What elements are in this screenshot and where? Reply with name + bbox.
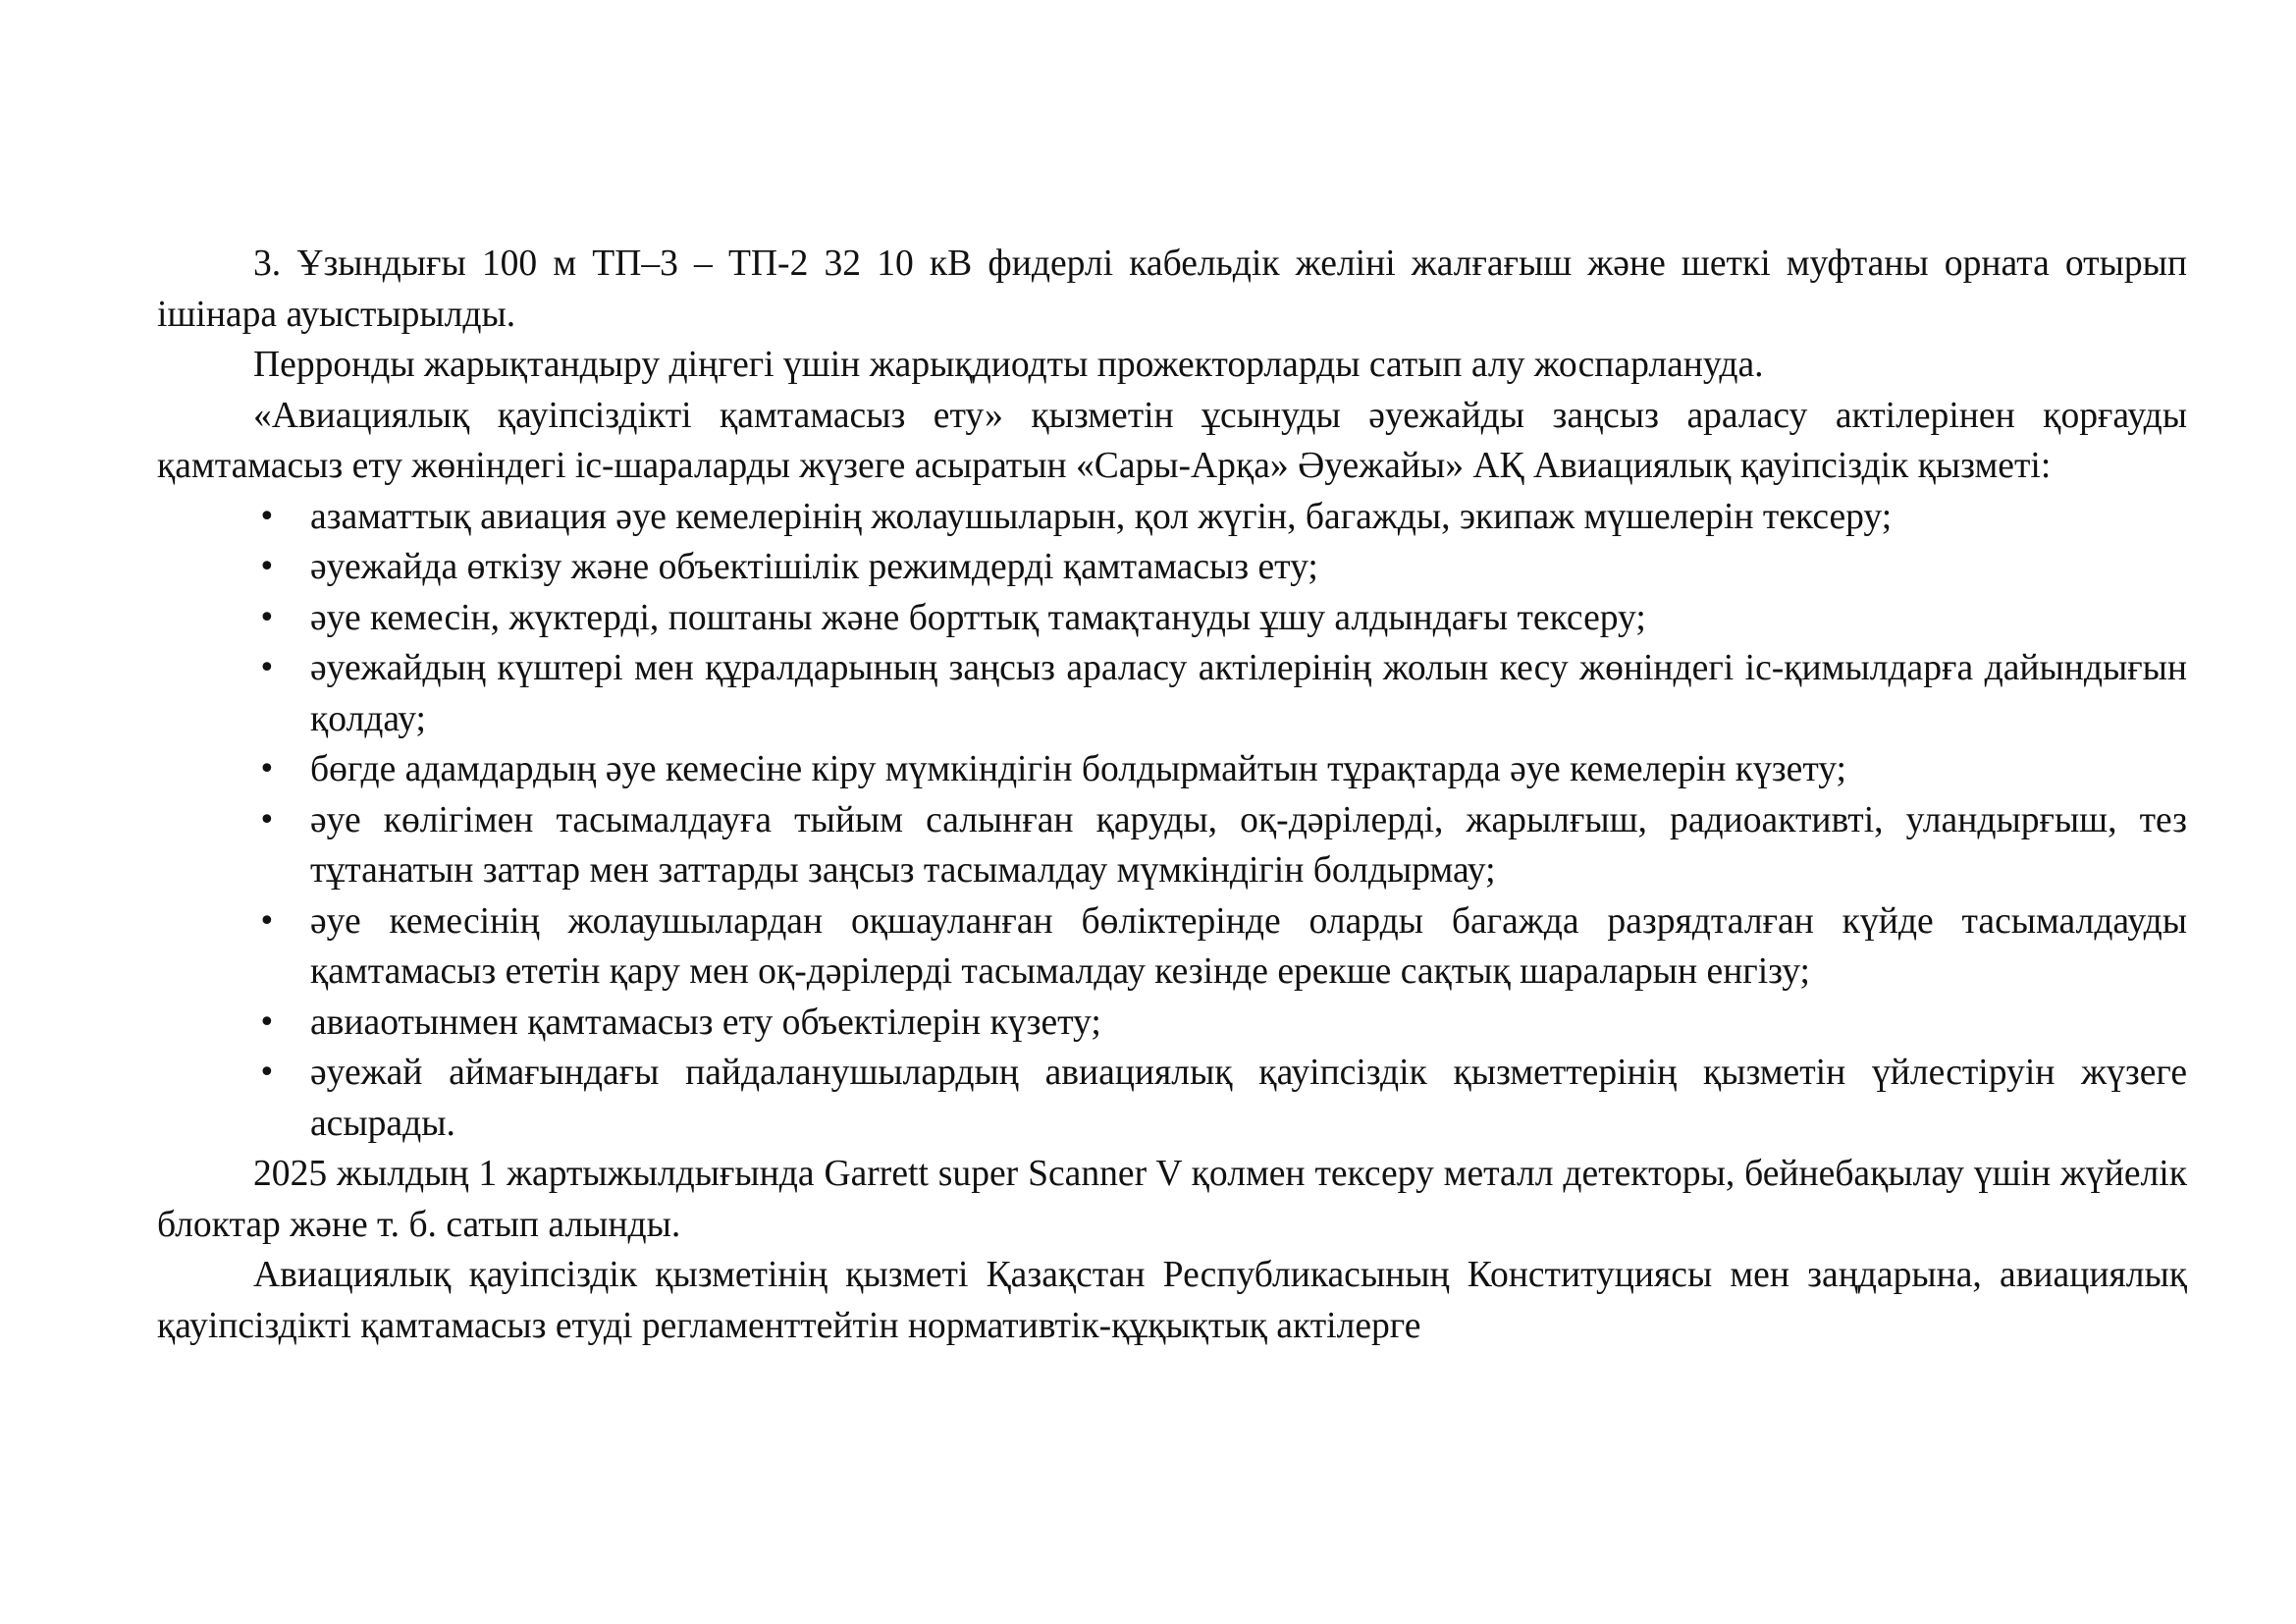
bullet-icon: • bbox=[258, 651, 276, 685]
bullet-icon: • bbox=[258, 903, 276, 939]
paragraph-apron-lighting: Перронды жарықтандыру діңгегі үшін жарықдиодты прожекторларды сатып алу жоспарлануда. bbox=[253, 345, 1764, 385]
bullet-icon: • bbox=[258, 550, 276, 584]
document-page bbox=[157, 239, 2187, 1351]
list-item bbox=[258, 795, 2187, 896]
list-item bbox=[258, 744, 2187, 795]
bullet-icon: • bbox=[258, 802, 276, 838]
list-item-text: әуежайдың күштері мен құралдарының заңсыз араласу актілерінің жолын кесу жөніндегі іс-қимылдарға дайындығын қолдау; bbox=[310, 648, 2187, 739]
paragraph-security-service-intro: «Авиациялық қауіпсіздікті қамтамасыз ету» қызметін ұсынуды әуежайды заңсыз араласу актілерінен қорғауды қамтамасыз ету жөніндегі іс-шараларды жүзеге асыратын «Сары-Арқа» Әуежайы» АҚ Авиациялық қауіпсіздік қызметі: bbox=[157, 395, 2187, 486]
paragraph-item-3: 3. Ұзындығы 100 м ТП–3 – ТП-2 32 10 кВ фидерлі кабельдік желіні жалғағыш және шеткі муфтаны орната отырып ішінара ауыстырылды. bbox=[157, 244, 2187, 335]
bullet-icon: • bbox=[258, 752, 276, 786]
list-item bbox=[258, 896, 2187, 998]
list-item-text: бөгде адамдардың әуе кемесіне кіру мүмкіндігін болдырмайтын тұрақтарда әуе кемелерін күзету; bbox=[310, 749, 1846, 789]
list-item bbox=[258, 492, 2187, 543]
paragraph-legal-basis: Авиациялық қауіпсіздік қызметінің қызметі Қазақстан Республикасының Конституциясы мен заңдарына, авиациялық қауіпсіздікті қамтамасыз етуді регламенттейтін нормативтік-құқықтық актілерге bbox=[157, 1255, 2187, 1346]
security-duties-list bbox=[157, 492, 2187, 1150]
list-item bbox=[258, 1048, 2187, 1149]
list-item bbox=[258, 998, 2187, 1049]
list-item bbox=[258, 593, 2187, 644]
list-item-text: азаматтық авиация әуе кемелерінің жолаушыларын, қол жүгін, багажды, экипаж мүшелерін тексеру; bbox=[310, 496, 1893, 537]
list-item bbox=[258, 643, 2187, 744]
list-item-text: әуе көлігімен тасымалдауға тыйым салынған қаруды, оқ-дәрілерді, жарылғыш, радиоактивті, уландырғыш, тез тұтанатын заттар мен заттарды заңсыз тасымалдау мүмкіндігін болдырмау; bbox=[310, 799, 2187, 891]
paragraph-purchases-2025: 2025 жылдың 1 жартыжылдығында Garrett super Scanner V қолмен тексеру металл детекторы, бейнебақылау үшін жүйелік блоктар және т. б. сатып алынды. bbox=[157, 1154, 2187, 1245]
bullet-icon: • bbox=[258, 1004, 276, 1040]
bullet-icon: • bbox=[258, 600, 276, 635]
list-item-text: әуе кемесін, жүктерді, поштаны және борттық тамақтануды ұшу алдындағы тексеру; bbox=[310, 597, 1646, 638]
list-item-text: әуежайда өткізу және объектішілік режимдерді қамтамасыз ету; bbox=[310, 547, 1318, 587]
bullet-icon: • bbox=[258, 1056, 276, 1090]
list-item-text: әуежай аймағындағы пайдаланушылардың авиациялық қауіпсіздік қызметтерінің қызметін үйлестіруін жүзеге асырады. bbox=[310, 1053, 2187, 1144]
list-item-text: әуе кемесінің жолаушылардан оқшауланған бөліктерінде оларды багажда разрядталған күйде тасымалдауды қамтамасыз ететін қару мен оқ-дәрілерді тасымалдау кезінде ерекше сақтық шараларын енгізу; bbox=[310, 900, 2187, 992]
list-item-text: авиаотынмен қамтамасыз ету объектілерін күзету; bbox=[310, 1001, 1101, 1043]
bullet-icon: • bbox=[258, 499, 276, 534]
list-item bbox=[258, 542, 2187, 593]
